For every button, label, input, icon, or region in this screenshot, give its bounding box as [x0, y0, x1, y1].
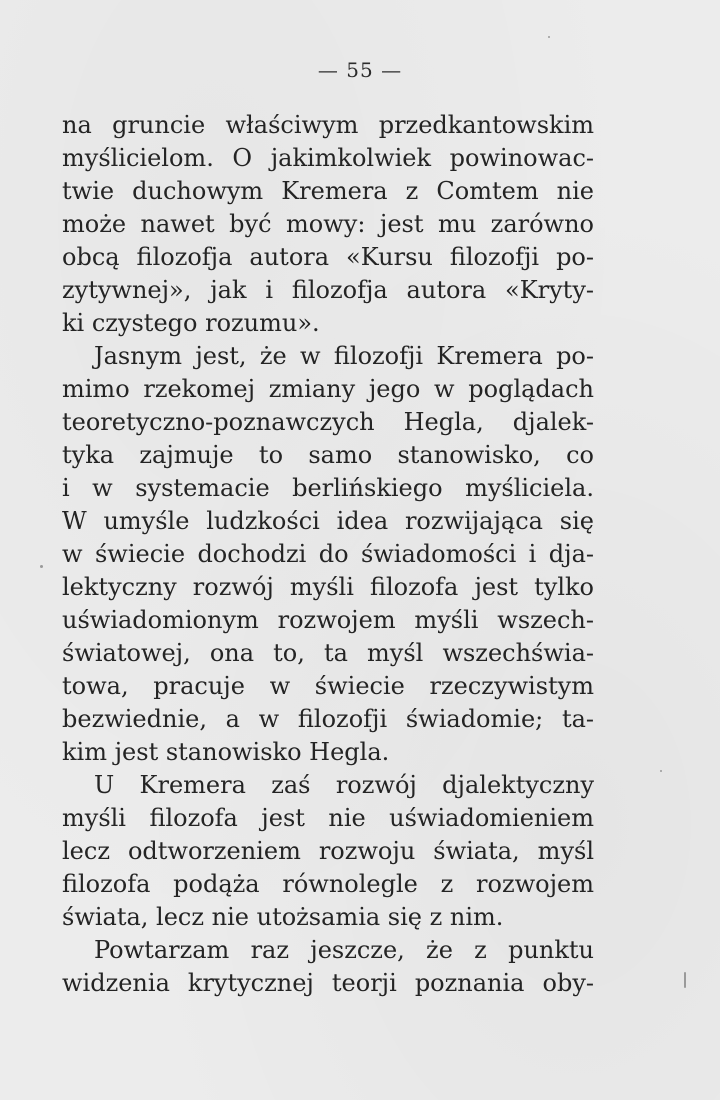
- text-line: bezwiednie, a w filozofji świadomie; ta-: [62, 705, 594, 733]
- text-line: i w systemacie berlińskiego myśliciela.: [62, 474, 594, 502]
- text-line: U Kremera zaś rozwój djalektyczny: [94, 771, 594, 799]
- text-line: świata, lecz nie utożsamia się z nim.: [62, 903, 504, 931]
- text-line: lecz odtworzeniem rozwoju świata, myśl: [62, 837, 594, 865]
- text-line: filozofa podąża równolegle z rozwojem: [62, 870, 594, 898]
- paper-speck: [40, 565, 43, 568]
- paper-speck: [548, 36, 550, 38]
- text-line: w świecie dochodzi do świadomości i dja-: [62, 540, 594, 568]
- paper-speck: [684, 972, 686, 988]
- text-line: twie duchowym Kremera z Comtem nie: [62, 177, 594, 205]
- text-line: towa, pracuje w świecie rzeczywistym: [62, 672, 594, 700]
- text-line: Powtarzam raz jeszcze, że z punktu: [94, 936, 594, 964]
- text-line: kim jest stanowisko Hegla.: [62, 738, 390, 766]
- text-line: tyka zajmuje to samo stanowisko, co: [62, 441, 594, 469]
- text-line: może nawet być mowy: jest mu zarówno: [62, 210, 594, 238]
- page-number: — 55 —: [317, 58, 403, 82]
- text-line: Jasnym jest, że w filozofji Kremera po-: [94, 342, 594, 370]
- text-line: zytywnej», jak i filozofja autora «Kryty-: [62, 276, 594, 304]
- text-line: światowej, ona to, ta myśl wszechświa-: [62, 639, 594, 667]
- text-line: myśli filozofa jest nie uświadomieniem: [62, 804, 594, 832]
- text-line: uświadomionym rozwojem myśli wszech-: [62, 606, 594, 634]
- text-line: mimo rzekomej zmiany jego w poglądach: [62, 375, 594, 403]
- text-line: obcą filozofja autora «Kursu filozofji po-: [62, 243, 594, 271]
- text-line: ki czystego rozumu».: [62, 309, 320, 337]
- text-line: widzenia krytycznej teorji poznania oby-: [62, 969, 594, 997]
- paper-speck: [660, 770, 662, 772]
- text-line: teoretyczno-poznawczych Hegla, djalek-: [62, 408, 594, 436]
- text-line: na gruncie właściwym przedkantowskim: [62, 111, 594, 139]
- text-line: lektyczny rozwój myśli filozofa jest tylko: [62, 573, 594, 601]
- text-line: myślicielom. O jakimkolwiek powinowac-: [62, 144, 594, 172]
- text-line: W umyśle ludzkości idea rozwijająca się: [62, 507, 594, 535]
